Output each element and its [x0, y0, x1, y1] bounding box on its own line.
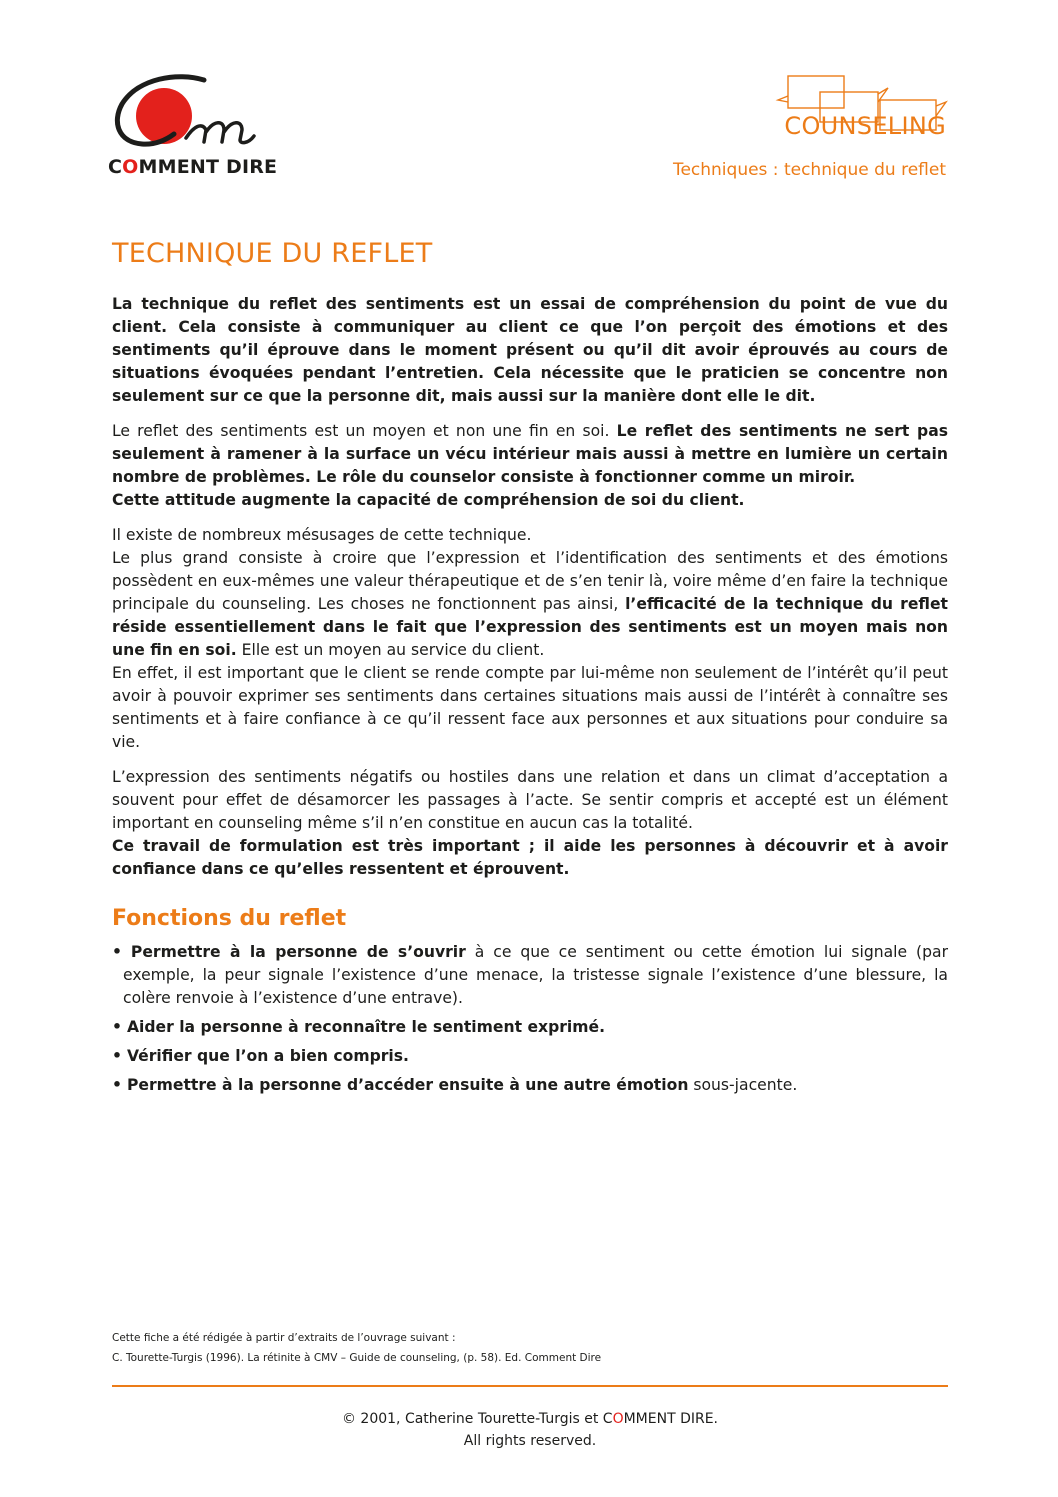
bullet-icon: •: [112, 1047, 122, 1065]
paragraph-formulation-text: Ce travail de formulation est très important ; il aide les personnes à découvrir et à avoir confiance dans ce qu’elles ressentent et éprouvent.: [112, 837, 948, 878]
list-item-normal: à ce que ce sentiment ou cette émotion lui signale (par exemple, la peur signale l’existence d’une menace, la tristesse signale l’existence d’une blessure, la colère renvoie à l’existence d’une entrave).: [123, 943, 948, 1007]
functions-list: [112, 941, 948, 1097]
paragraph-reflet-normal: Le reflet des sentiments est un moyen et non une fin en soi.: [112, 422, 617, 440]
copyright-line: [112, 1408, 948, 1430]
main-content: [112, 238, 948, 1103]
logo-brand-o: O: [122, 156, 139, 178]
list-item: [112, 1074, 948, 1097]
paragraph-plus-grand-bold: l’efficacité de la technique du reflet réside essentiellement dans le fait que l’expression des sentiments est un moyen mais non une fin en soi.: [112, 595, 948, 659]
logo-brand-rest: MMENT DIRE: [138, 156, 278, 178]
rights-line: All rights reserved.: [463, 1433, 597, 1449]
paragraph-intro-text: La technique du reflet des sentiments est un essai de compréhension du point de vue du client. Cela consiste à communiquer au client ce que l’on perçoit des émotions et des sentiments qu’il éprouve dans le moment présent ou qu’il dit avoir éprouvés au cours de situations évoquées pendant l’entretien. Cela nécessite que le praticien se concentre non seulement sur ce que la personne dit, mais aussi sur la manière dont elle le dit.: [112, 295, 948, 405]
paragraph-attitude-text: Cette attitude augmente la capacité de compréhension de soi du client.: [112, 491, 745, 509]
paragraph-reflet-bold: Le reflet des sentiments ne sert pas seulement à ramener à la surface un vécu intérieur mais aussi à mettre en lumière un certain nombre de problèmes. Le rôle du counselor consiste à fonctionner comme un miroir.: [112, 422, 948, 486]
paragraph-plus-grand-end: Elle est un moyen au service du client.: [236, 641, 545, 659]
copyright-o: O: [612, 1411, 624, 1427]
logo-brand-c: C: [108, 156, 123, 178]
section-title: Fonctions du reflet: [112, 906, 347, 931]
list-item: [112, 1045, 948, 1068]
header-subtitle: Techniques : technique du reflet: [672, 160, 946, 180]
comment-dire-logo-mark: [108, 74, 308, 154]
paragraph-reflet: [112, 420, 948, 489]
list-item-bold: Vérifier que l’on a bien compris.: [126, 1047, 409, 1065]
paragraph-plus-grand-normal: Le plus grand consiste à croire que l’expression et l’identification des sentiments et des émotions possèdent en eux-mêmes une valeur thérapeutique et de s’en tenir là, voire même d’en faire la technique principale du counseling. Les choses ne fonctionnent pas ainsi,: [112, 549, 948, 613]
paragraph-expression: L’expression des sentiments négatifs ou hostiles dans une relation et dans un climat d’acceptation a souvent pour effet de désamorcer les passages à l’acte. Se sentir compris et accepté est un élément important en counseling même s’il n’en constitue en aucun cas la totalité.: [112, 768, 948, 832]
bullet-icon: •: [112, 1076, 122, 1094]
list-item-bold: Permettre à la personne de s’ouvrir: [130, 943, 466, 961]
bullet-icon: •: [112, 1018, 122, 1036]
footer-divider: [112, 1385, 948, 1387]
list-item-normal: sous-jacente.: [688, 1076, 798, 1094]
list-item: [112, 1016, 948, 1039]
paragraph-mesusages: Il existe de nombreux mésusages de cette technique.: [112, 526, 532, 544]
footnote-line-1: Cette fiche a été rédigée à partir d’extraits de l’ouvrage suivant :: [112, 1332, 456, 1344]
page-title: TECHNIQUE DU REFLET: [112, 238, 433, 269]
bullet-icon: •: [112, 943, 122, 961]
copyright-pre: © 2001, Catherine Tourette-Turgis et C: [341, 1411, 613, 1427]
counseling-word: COUNSELING: [784, 112, 946, 140]
paragraph-attitude: [112, 489, 948, 512]
list-item-bold: Aider la personne à reconnaître le sentiment exprimé.: [126, 1018, 606, 1036]
copyright: [112, 1408, 948, 1452]
comment-dire-logo: [108, 74, 308, 184]
paragraph-en-effet: En effet, il est important que le client se rende compte par lui-même non seulement de l’intérêt qu’il peut avoir à pouvoir exprimer ses sentiments dans certaines situations mais aussi de l’intérêt à connaître ses sentiments et à faire confiance à ce qu’il ressent face aux personnes et aux situations pour conduire sa vie.: [112, 664, 948, 751]
list-item-bold: Permettre à la personne d’accéder ensuite à une autre émotion: [126, 1076, 689, 1094]
source-footnote: [112, 1328, 948, 1368]
paragraph-intro: [112, 293, 948, 408]
copyright-post: MMENT DIRE.: [623, 1411, 719, 1427]
list-item: [112, 941, 948, 1010]
paragraph-plus-grand: [112, 547, 948, 662]
paragraph-formulation: [112, 835, 948, 881]
footnote-line-2: C. Tourette-Turgis (1996). La rétinite à CMV – Guide de counseling, (p. 58). Ed. Comment Dire: [112, 1352, 602, 1364]
logo-brand-text: [108, 156, 308, 178]
